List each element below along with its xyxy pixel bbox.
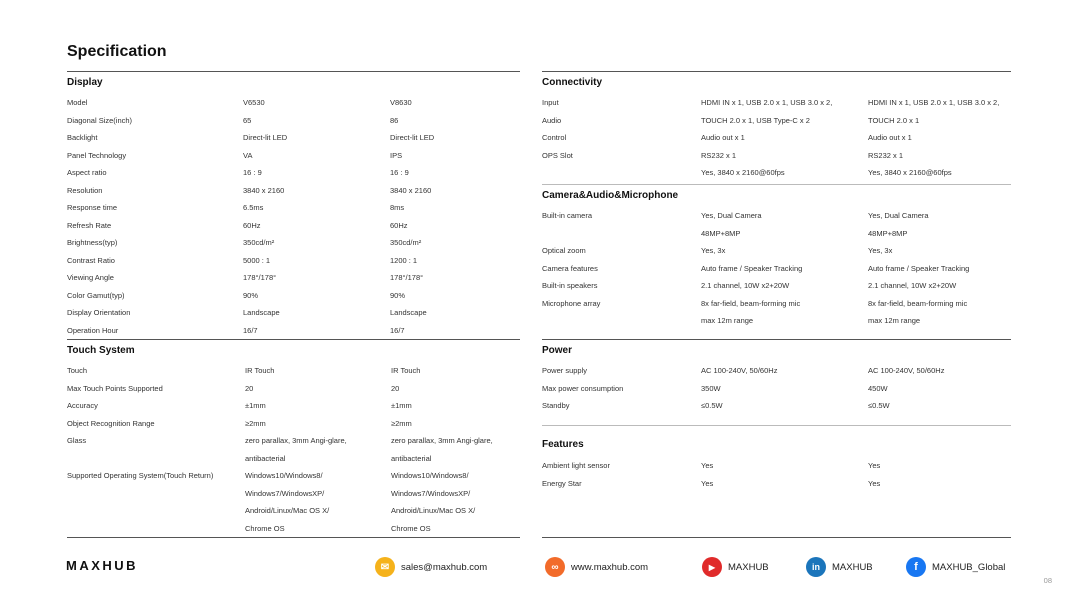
linkedin-contact[interactable] [806, 556, 873, 578]
spec-value: 48MP+8MP [868, 228, 908, 238]
footer-divider-right [542, 537, 1011, 538]
power-section [542, 339, 1011, 415]
camera-rows [542, 207, 1011, 330]
page-title: Specification [67, 43, 167, 60]
spec-label: Aspect ratio [67, 168, 107, 177]
display-rows [67, 94, 520, 339]
linkedin-text: MAXHUB [832, 561, 873, 573]
spec-label: Microphone array [542, 298, 601, 308]
spec-value: 16/7 [390, 325, 405, 335]
spec-label: Accuracy [67, 401, 98, 410]
spec-value: Yes, 3x [701, 246, 726, 255]
spec-value: V6530 [243, 98, 265, 107]
table-row [542, 380, 1011, 398]
table-row [67, 217, 520, 235]
table-row [67, 147, 520, 165]
table-row [67, 322, 520, 340]
spec-value: Landscape [243, 308, 280, 317]
table-row [542, 112, 1011, 130]
table-row [542, 147, 1011, 165]
table-row [67, 304, 520, 322]
table-row [542, 295, 1011, 313]
spec-label: Optical zoom [542, 246, 586, 255]
spec-value: 2.1 channel, 10W x2+20W [701, 281, 790, 290]
spec-value: 8ms [390, 203, 405, 212]
spec-value: 1200 : 1 [390, 255, 418, 265]
website-text: www.maxhub.com [571, 561, 649, 573]
spec-value: 178°/178° [243, 273, 277, 282]
email-icon: ✉ [375, 557, 395, 577]
spec-value: ≤0.5W [868, 401, 890, 410]
spec-value: 350cd/m² [390, 238, 422, 247]
spec-label: Ambient light sensor [542, 461, 610, 470]
spec-label: Energy Star [542, 478, 582, 488]
table-row [67, 380, 520, 398]
table-row [542, 362, 1011, 380]
spec-label: Supported Operating System(Touch Return) [67, 471, 214, 480]
spec-value: 350cd/m² [243, 238, 275, 247]
spec-value: 178°/178° [390, 273, 424, 282]
table-row [67, 182, 520, 200]
email-text: sales@maxhub.com [401, 561, 488, 573]
spec-label: Input [542, 98, 559, 107]
table-row [542, 207, 1011, 225]
spec-label: Diagonal Size(inch) [67, 115, 133, 125]
table-row [542, 457, 1011, 475]
spec-label: Backlight [67, 133, 98, 142]
spec-value: Windows10/Windows8/ [391, 471, 469, 480]
spec-label: Refresh Rate [67, 220, 112, 230]
spec-value: TOUCH 2.0 x 1, USB Type-C x 2 [701, 115, 810, 125]
spec-label: Glass [67, 436, 87, 445]
spec-label: Panel Technology [67, 150, 127, 160]
spec-value: 16/7 [243, 325, 258, 335]
spec-value: Yes [868, 478, 881, 488]
display-section [67, 71, 520, 339]
spec-value: 60Hz [243, 220, 261, 230]
spec-value: Chrome OS [391, 523, 431, 533]
spec-value: ±1mm [391, 401, 412, 410]
spec-label: Power supply [542, 366, 588, 375]
connectivity-rows [542, 94, 1011, 182]
spec-value: RS232 x 1 [701, 150, 737, 160]
power-rows [542, 362, 1011, 415]
spec-value: IPS [390, 150, 403, 160]
spec-value: RS232 x 1 [868, 150, 904, 160]
section-heading: Camera&Audio&Microphone [542, 184, 1011, 207]
spec-label: OPS Slot [542, 150, 573, 160]
link-icon: ∞ [545, 557, 565, 577]
spec-value: Yes, Dual Camera [868, 211, 929, 220]
section-heading: Power [542, 339, 1011, 362]
spec-value: 16 : 9 [243, 168, 262, 177]
spec-value: Yes, 3840 x 2160@60fps [868, 168, 952, 177]
table-row [67, 129, 520, 147]
spec-value: Yes [701, 461, 714, 470]
table-row [542, 475, 1011, 493]
spec-value: ≥2mm [245, 418, 266, 428]
spec-value: ≥2mm [391, 418, 412, 428]
spec-value: max 12m range [868, 316, 921, 325]
table-row [542, 312, 1011, 330]
spec-value: IR Touch [245, 366, 275, 375]
linkedin-icon: in [806, 557, 826, 577]
spec-value: 8x far-field, beam-forming mic [868, 298, 968, 308]
spec-value: max 12m range [701, 316, 754, 325]
table-row [67, 252, 520, 270]
section-heading: Features [542, 425, 1011, 457]
spec-value: HDMI IN x 1, USB 2.0 x 1, USB 3.0 x 2, [701, 98, 833, 107]
youtube-icon: ▶ [702, 557, 722, 577]
features-section [542, 425, 1011, 492]
spec-value: Android/Linux/Mac OS X/ [245, 506, 330, 515]
spec-value: Android/Linux/Mac OS X/ [391, 506, 476, 515]
spec-value: Yes, 3840 x 2160@60fps [701, 168, 785, 177]
table-row [67, 485, 520, 503]
spec-label: Viewing Angle [67, 273, 114, 282]
spec-value: 2.1 channel, 10W x2+20W [868, 281, 957, 290]
spec-value: Audio out x 1 [868, 133, 912, 142]
spec-value: 48MP+8MP [701, 228, 741, 238]
table-row [67, 94, 520, 112]
table-row [67, 397, 520, 415]
table-row [542, 129, 1011, 147]
spec-value: 5000 : 1 [243, 255, 271, 265]
spec-label: Display Orientation [67, 308, 131, 317]
spec-label: Response time [67, 203, 118, 212]
spec-label: Built-in speakers [542, 281, 598, 290]
spec-label: Control [542, 133, 567, 142]
spec-value: Audio out x 1 [701, 133, 745, 142]
table-row [542, 277, 1011, 295]
spec-label: Camera features [542, 263, 598, 273]
spec-label: Audio [542, 115, 562, 125]
footer-divider-left [67, 537, 520, 538]
spec-label: Contrast Ratio [67, 255, 115, 265]
spec-value: V8630 [390, 98, 412, 107]
table-row [67, 112, 520, 130]
facebook-icon: f [906, 557, 926, 577]
spec-value: Direct-lit LED [243, 133, 288, 142]
spec-value: zero parallax, 3mm Angi-glare, [245, 436, 347, 445]
spec-label: Built-in camera [542, 211, 593, 220]
maxhub-logo: MAXHUB [66, 558, 139, 573]
spec-value: zero parallax, 3mm Angi-glare, [391, 436, 493, 445]
table-row [67, 234, 520, 252]
spec-value: AC 100-240V, 50/60Hz [868, 366, 945, 375]
table-row [542, 242, 1011, 260]
spec-label: Max power consumption [542, 383, 624, 393]
spec-value: VA [243, 150, 253, 160]
spec-value: 20 [391, 383, 400, 393]
table-row [542, 397, 1011, 415]
spec-value: 60Hz [390, 220, 408, 230]
spec-value: Chrome OS [245, 523, 285, 533]
spec-value: 350W [701, 383, 721, 393]
spec-value: Yes, 3x [868, 246, 893, 255]
website-contact[interactable] [545, 556, 648, 578]
spec-value: 65 [243, 115, 252, 125]
table-row [67, 520, 520, 538]
spec-label: Object Recognition Range [67, 418, 155, 428]
table-row [542, 260, 1011, 278]
spec-value: AC 100-240V, 50/60Hz [701, 366, 778, 375]
touch-section [67, 339, 520, 537]
spec-label: Color Gamut(typ) [67, 290, 125, 300]
email-contact[interactable] [375, 556, 487, 578]
section-heading: Connectivity [542, 71, 1011, 94]
facebook-contact[interactable] [906, 556, 1005, 578]
table-row [67, 199, 520, 217]
spec-value: Direct-lit LED [390, 133, 435, 142]
features-rows [542, 457, 1011, 492]
spec-value: 90% [390, 290, 406, 300]
spec-value: ±1mm [245, 401, 266, 410]
page-number: 08 [1043, 576, 1052, 585]
youtube-contact[interactable] [702, 556, 769, 578]
connectivity-section [542, 71, 1011, 182]
table-row [67, 467, 520, 485]
spec-value: 90% [243, 290, 259, 300]
spec-value: 8x far-field, beam-forming mic [701, 298, 801, 308]
spec-value: Windows10/Windows8/ [245, 471, 323, 480]
table-row [67, 287, 520, 305]
spec-value: 86 [390, 115, 399, 125]
table-row [67, 362, 520, 380]
spec-value: 450W [868, 383, 888, 393]
camera-section [542, 184, 1011, 330]
section-heading: Touch System [67, 339, 520, 362]
spec-label: Brightness(typ) [67, 238, 118, 247]
spec-label: Resolution [67, 185, 103, 195]
spec-value: Landscape [390, 308, 427, 317]
table-row [542, 225, 1011, 243]
spec-value: 3840 x 2160 [390, 185, 432, 195]
table-row [542, 164, 1011, 182]
spec-value: Auto frame / Speaker Tracking [868, 263, 970, 273]
spec-value: antibacterial [245, 453, 286, 463]
table-row [67, 502, 520, 520]
spec-value: Yes, Dual Camera [701, 211, 762, 220]
spec-label: Standby [542, 401, 570, 410]
spec-label: Touch [67, 366, 88, 375]
spec-value: 6.5ms [243, 203, 264, 212]
spec-value: antibacterial [391, 453, 432, 463]
spec-value: Auto frame / Speaker Tracking [701, 263, 803, 273]
table-row [67, 415, 520, 433]
spec-value: Windows7/WindowsXP/ [245, 488, 325, 498]
youtube-text: MAXHUB [728, 561, 769, 573]
table-row [542, 94, 1011, 112]
spec-value: IR Touch [391, 366, 421, 375]
facebook-text: MAXHUB_Global [932, 561, 1006, 573]
spec-value: Windows7/WindowsXP/ [391, 488, 471, 498]
section-heading: Display [67, 71, 520, 94]
table-row [67, 164, 520, 182]
spec-label: Max Touch Points Supported [67, 383, 163, 393]
spec-value: 3840 x 2160 [243, 185, 285, 195]
table-row [67, 432, 520, 450]
spec-label: Operation Hour [67, 325, 119, 335]
spec-value: HDMI IN x 1, USB 2.0 x 1, USB 3.0 x 2, [868, 98, 1000, 107]
spec-value: Yes [701, 478, 714, 488]
spec-label: Model [67, 98, 88, 107]
spec-value: TOUCH 2.0 x 1 [868, 115, 920, 125]
spec-value: Yes [868, 461, 881, 470]
table-row [67, 269, 520, 287]
spec-value: 20 [245, 383, 254, 393]
touch-rows [67, 362, 520, 537]
table-row [67, 450, 520, 468]
spec-value: 16 : 9 [390, 168, 409, 177]
spec-value: ≤0.5W [701, 401, 723, 410]
